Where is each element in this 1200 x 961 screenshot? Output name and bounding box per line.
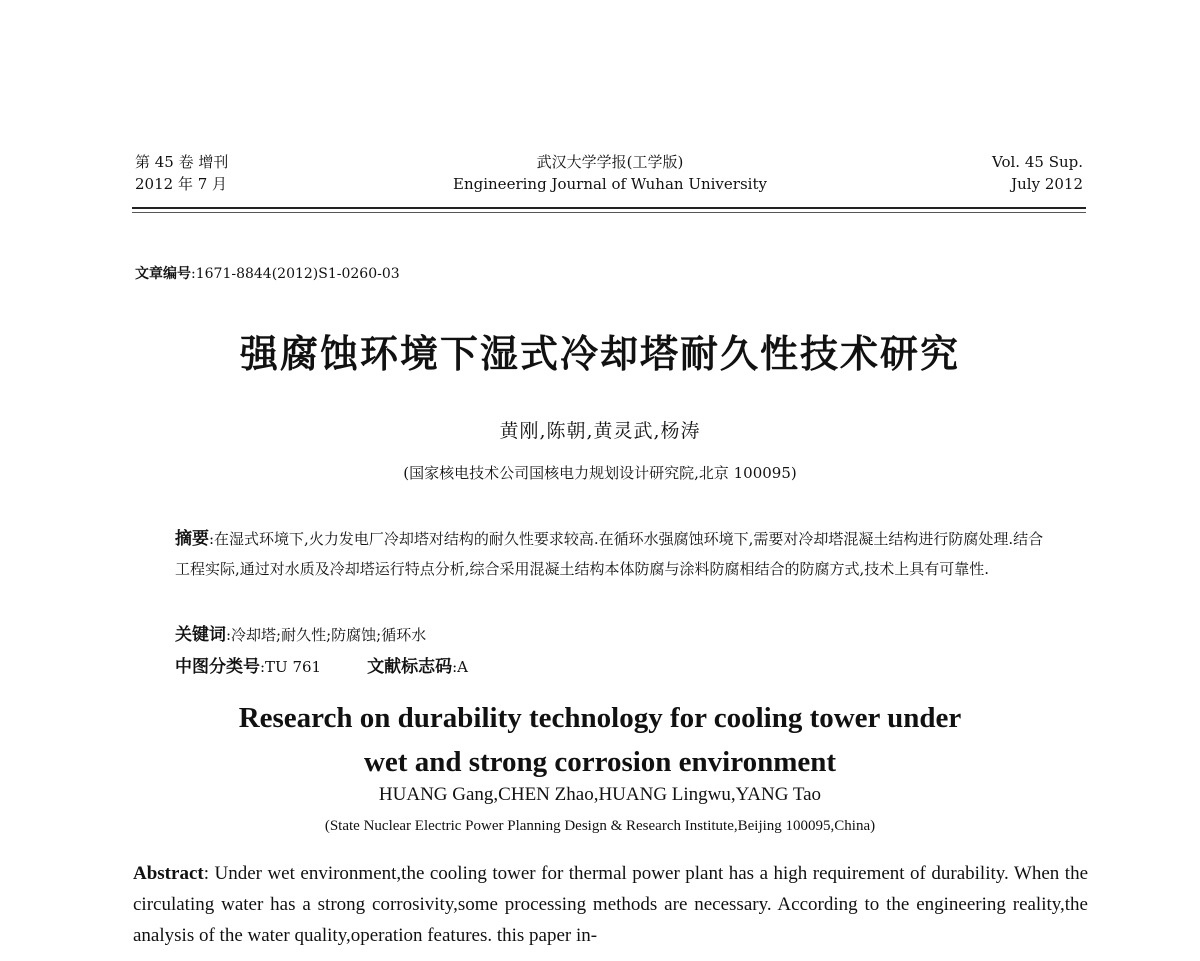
journal-name-cn: 武汉大学学报(工学版) <box>536 153 684 171</box>
affiliation-en: (State Nuclear Electric Power Planning Design & Research Institute,Beijing 100095,China) <box>324 818 876 834</box>
clc-label: 中图分类号 <box>175 657 260 677</box>
journal-name-en: Engineering Journal of Wuhan University <box>453 175 767 193</box>
journal-volume-info-en <box>992 151 1083 195</box>
abstract-en-text: : Under wet environment,the cooling tower for thermal power plant has a high requirement of durability. When the circulating water has a strong corrosivity,some processing methods are necessary. According to the engineering reality,the analysis of the water quality,operation features. this paper in- <box>133 863 1088 946</box>
paper-title-en-line1: Research on durability technology for cooling tower under <box>238 702 962 734</box>
article-number-label: 文章编号 <box>135 266 191 282</box>
journal-volume-info <box>135 151 228 195</box>
paper-title-en-line2: wet and strong corrosion environment <box>363 746 837 778</box>
keywords-label: 关键词 <box>175 625 226 645</box>
abstract-en <box>133 858 1088 951</box>
header-rule-thin <box>132 212 1086 213</box>
authors-cn: 黄刚,陈朝,黄灵武,杨涛 <box>499 420 701 442</box>
abstract-en-label: Abstract <box>133 863 204 884</box>
volume-line: 第 45 卷 增刊 <box>135 153 229 171</box>
paper-title-cn: 强腐蚀环境下湿式冷却塔耐久性技术研究 <box>239 332 960 376</box>
date-line-en: July 2012 <box>1011 175 1083 193</box>
affiliation-cn: (国家核电技术公司国核电力规划设计研究院,北京 100095) <box>403 464 797 482</box>
article-number <box>135 263 400 283</box>
keywords-text: :冷却塔;耐久性;防腐蚀;循环水 <box>226 626 427 644</box>
paper-title-en <box>0 696 1200 784</box>
abstract-cn-label: 摘要 <box>175 529 209 549</box>
classification <box>175 652 468 677</box>
article-number-value: :1671-8844(2012)S1-0260-03 <box>191 266 400 282</box>
abstract-cn-text: :在湿式环境下,火力发电厂冷却塔对结构的耐久性要求较高.在循环水强腐蚀环境下,需要对冷却塔混凝土结构进行防腐处理.结合工程实际,通过对水质及冷却塔运行特点分析,综合采用混凝土结构本体防腐与涂料防腐相结合的防腐方式,技术上具有可靠性. <box>175 530 1044 578</box>
journal-name <box>400 151 820 195</box>
volume-line-en: Vol. 45 Sup. <box>992 153 1083 171</box>
doc-code-value: :A <box>452 658 468 676</box>
keywords <box>175 620 426 645</box>
doc-code-label: 文献标志码 <box>367 657 453 677</box>
clc-value: :TU 761 <box>260 658 322 676</box>
abstract-cn <box>175 524 1055 584</box>
authors-en: HUANG Gang,CHEN Zhao,HUANG Lingwu,YANG Tao <box>378 784 822 805</box>
header-rule-thick <box>132 207 1086 209</box>
date-line: 2012 年 7 月 <box>135 175 228 193</box>
